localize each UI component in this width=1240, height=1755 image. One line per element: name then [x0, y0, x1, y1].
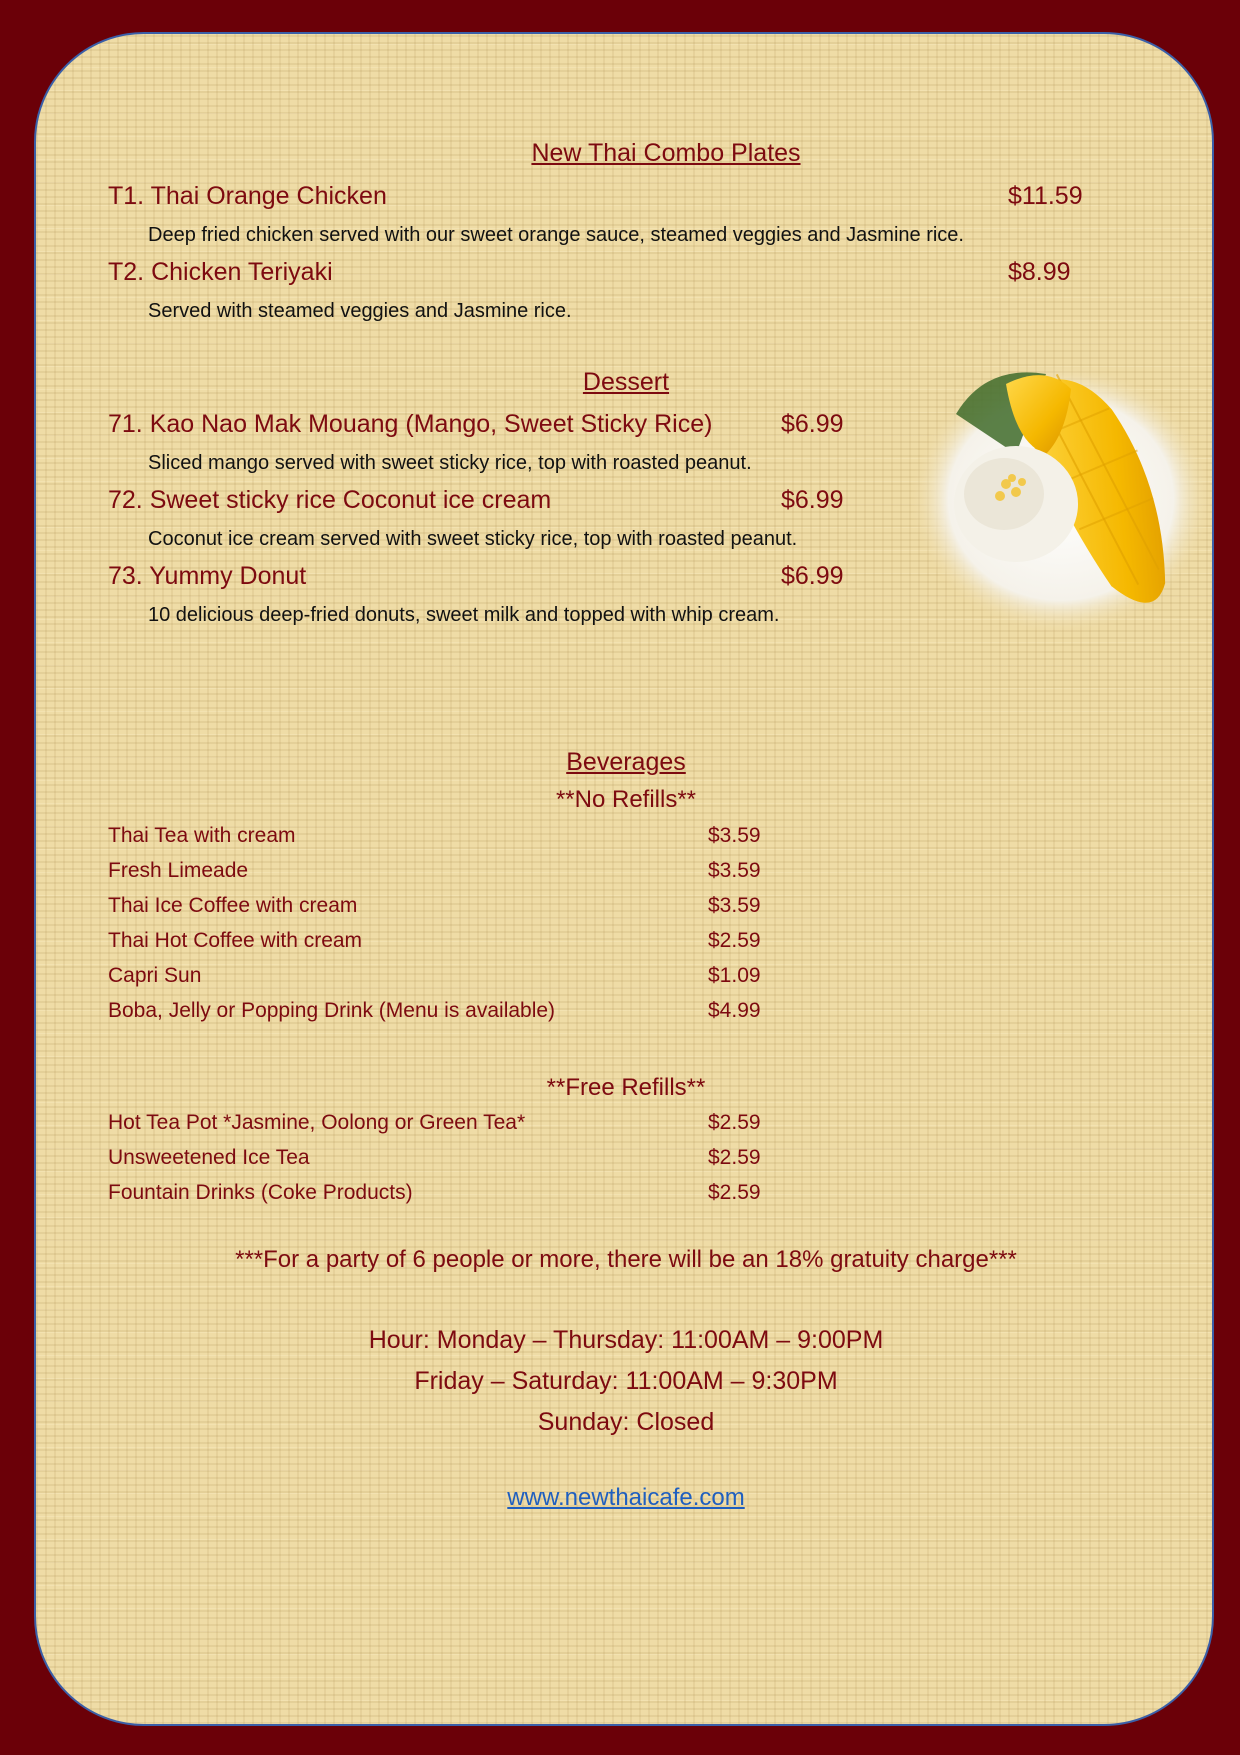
beverage-item-price: $2.59: [708, 1181, 761, 1204]
combo-item-2-price: $8.99: [1008, 258, 1071, 286]
mango-sticky-rice-illustration: [896, 344, 1214, 644]
menu-page: [34, 32, 1214, 1726]
beverage-item-name: Unsweetened Ice Tea: [108, 1146, 310, 1169]
website-link-wrapper: [36, 1484, 1214, 1512]
dessert-heading: Dessert: [582, 368, 670, 396]
dessert-item-2-desc: Coconut ice cream served with sweet sticky rice, top with roasted peanut.: [148, 528, 798, 550]
mango-sticky-rice-image: [896, 344, 1214, 644]
beverage-item-price: $3.59: [708, 859, 761, 882]
beverage-item-name: Thai Tea with cream: [108, 824, 296, 847]
beverage-item-price: $4.99: [708, 999, 761, 1022]
dessert-item-2-name: 72. Sweet sticky rice Coconut ice cream: [108, 486, 552, 514]
gratuity-note: ***For a party of 6 people or more, there will be an 18% gratuity charge***: [235, 1246, 1017, 1273]
beverage-item-price: $2.59: [708, 1146, 761, 1169]
beverage-item-name: Thai Hot Coffee with cream: [108, 929, 363, 952]
beverage-item-price: $3.59: [708, 824, 761, 847]
beverage-item-price: $3.59: [708, 894, 761, 917]
dessert-item-3-price: $6.99: [781, 562, 844, 590]
dessert-item-1-name: 71. Kao Nao Mak Mouang (Mango, Sweet Sticky Rice): [108, 410, 713, 438]
combo-item-2-name: T2. Chicken Teriyaki: [108, 258, 333, 286]
website-link[interactable]: www.newthaicafe.com: [507, 1484, 745, 1511]
beverage-item-name: Boba, Jelly or Popping Drink (Menu is available): [108, 999, 556, 1022]
beverage-item-price: $2.59: [708, 929, 761, 952]
hours-line-3: Sunday: Closed: [537, 1408, 715, 1436]
combo-item-1-desc: Deep fried chicken served with our sweet orange sauce, steamed veggies and Jasmine rice.: [148, 224, 964, 246]
combo-item-1-name: T1. Thai Orange Chicken: [108, 182, 387, 210]
dessert-item-3-desc: 10 delicious deep-fried donuts, sweet milk and topped with whip cream.: [148, 604, 780, 626]
dessert-item-3-name: 73. Yummy Donut: [108, 562, 307, 590]
beverage-item-name: Capri Sun: [108, 964, 202, 987]
beverage-item-price: $2.59: [708, 1111, 761, 1134]
combo-item-2-desc: Served with steamed veggies and Jasmine rice.: [148, 300, 572, 322]
dessert-item-1-desc: Sliced mango served with sweet sticky rice, top with roasted peanut.: [148, 452, 752, 474]
beverages-heading: Beverages: [566, 748, 686, 776]
combo-item-1-price: $11.59: [1008, 182, 1083, 210]
combo-heading: New Thai Combo Plates: [531, 139, 801, 167]
free-refills-label: **Free Refills**: [546, 1074, 706, 1101]
hours-line-1: Hour: Monday – Thursday: 11:00AM – 9:00PM: [368, 1326, 884, 1354]
hours-line-2: Friday – Saturday: 11:00AM – 9:30PM: [414, 1367, 838, 1395]
beverage-item-name: Fountain Drinks (Coke Products): [108, 1181, 413, 1204]
no-refills-label: **No Refills**: [555, 786, 697, 813]
beverage-item-name: Hot Tea Pot *Jasmine, Oolong or Green Tea*: [108, 1111, 526, 1134]
dessert-item-2-price: $6.99: [781, 486, 844, 514]
dessert-item-1-price: $6.99: [781, 410, 844, 438]
beverage-item-name: Fresh Limeade: [108, 859, 249, 882]
beverage-item-price: $1.09: [708, 964, 761, 987]
beverage-item-name: Thai Ice Coffee with cream: [108, 894, 358, 917]
